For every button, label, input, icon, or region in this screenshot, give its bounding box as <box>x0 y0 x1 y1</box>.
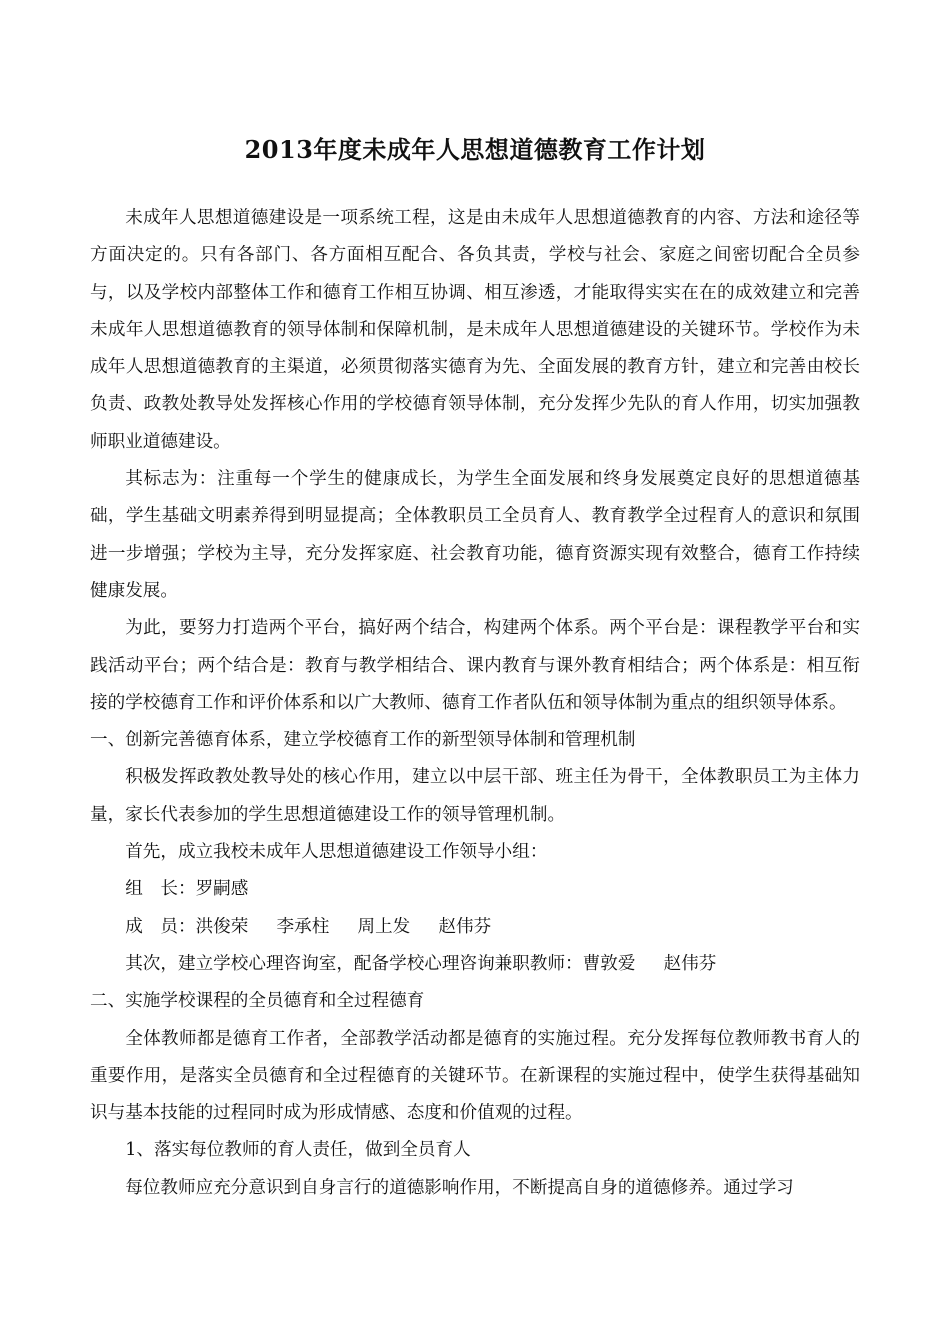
paragraph-group-intro: 首先，成立我校未成年人思想道德建设工作领导小组： <box>125 842 548 863</box>
member-name: 赵伟芬 <box>438 916 492 937</box>
member-name: 洪俊荣 <box>195 916 249 937</box>
paragraph-whole-staff: 全体教师都是德育工作者，全部教学活动都是德育的实施过程。充分发挥每位教师教书育人的重要作用，是落实全员德育和全过程德育的关键环节。在新课程的实施过程中，使学生获得基础知识与基本技能的过程同时成为形成情感、态度和价值观的过程。 <box>90 1028 860 1124</box>
section-heading-1: 一、创新完善德育体系，建立学校德育工作的新型领导体制和管理机制 <box>90 730 636 751</box>
counseling-text: 其次，建立学校心理咨询室，配备学校心理咨询兼职教师：曹敦爱 <box>125 953 636 974</box>
member-name: 李承柱 <box>276 916 330 937</box>
leader-label: 组 长： <box>125 879 196 900</box>
counseling-teacher-name: 赵伟芬 <box>663 953 717 974</box>
members-line <box>90 909 860 946</box>
paragraph-teacher-duty: 每位教师应充分意识到自身言行的道德影响作用，不断提高自身的道德修养。通过学习 <box>125 1177 794 1198</box>
document-body <box>90 200 860 1207</box>
paragraph-counseling <box>90 946 860 983</box>
leader-line <box>90 871 860 908</box>
paragraph-leadership: 积极发挥政教处教导处的核心作用，建立以中层干部、班主任为骨干，全体教职员工为主体力量，家长代表参加的学生思想道德建设工作的领导管理机制。 <box>90 767 860 825</box>
member-name: 周上发 <box>357 916 411 937</box>
paragraph-intro: 未成年人思想道德建设是一项系统工程，这是由未成年人思想道德教育的内容、方法和途径等方面决定的。只有各部门、各方面相互配合、各负其责，学校与社会、家庭之间密切配合全员参与，以及学校内部整体工作和德育工作相互协调、相互渗透，才能取得实实在在的成效建立和完善未成年人思想道德教育的领导体制和保障机制，是未成年人思想道德建设的关键环节。学校作为未成年人思想道德教育的主渠道，必须贯彻落实德育为先、全面发展的教育方针，建立和完善由校长负责、政教处教导处发挥核心作用的学校德育领导体制，充分发挥少先队的育人作用，切实加强教师职业道德建设。 <box>90 208 860 452</box>
leader-name: 罗嗣感 <box>195 879 249 900</box>
members-label: 成 员： <box>125 916 196 937</box>
document-title: 2013年度未成年人思想道德教育工作计划 <box>244 135 706 164</box>
section-heading-2: 二、实施学校课程的全员德育和全过程德育 <box>90 991 425 1012</box>
subsection-heading-2-1: 1、落实每位教师的育人责任，做到全员育人 <box>125 1140 471 1161</box>
paragraph-platforms: 为此，要努力打造两个平台，搞好两个结合，构建两个体系。两个平台是：课程教学平台和实践活动平台；两个结合是：教育与教学相结合、课内教育与课外教育相结合；两个体系是：相互衔接的学校德育工作和评价体系和以广大教师、德育工作者队伍和领导体制为重点的组织领导体系。 <box>90 618 860 713</box>
paragraph-goals: 其标志为：注重每一个学生的健康成长，为学生全面发展和终身发展奠定良好的思想道德基础，学生基础文明素养得到明显提高；全体教职员工全员育人、教育教学全过程育人的意识和氛围进一步增强；学校为主导，充分发挥家庭、社会教育功能，德育资源实现有效整合，德育工作持续健康发展。 <box>90 469 860 601</box>
